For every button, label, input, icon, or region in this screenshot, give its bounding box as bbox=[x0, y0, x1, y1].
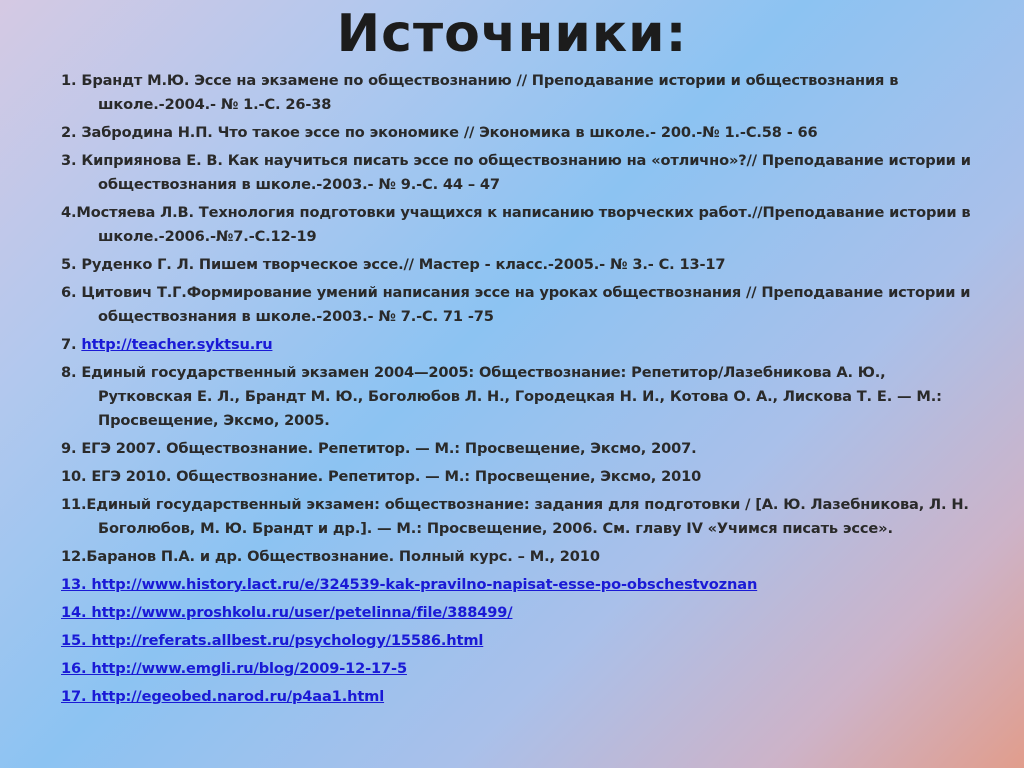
source-number: 5. bbox=[61, 256, 77, 273]
source-item-9 bbox=[61, 437, 981, 461]
source-link[interactable]: 15. http://referats.allbest.ru/psychology/15586.html bbox=[61, 632, 484, 649]
source-item-6 bbox=[61, 281, 981, 329]
source-item-2 bbox=[61, 121, 981, 145]
source-text: ЕГЭ 2010. Обществознание. Репетитор. — М.: Просвещение, Эксмо, 2010 bbox=[91, 468, 702, 485]
page-title: Источники: bbox=[336, 4, 688, 64]
source-text: ЕГЭ 2007. Обществознание. Репетитор. — М.: Просвещение, Эксмо, 2007. bbox=[81, 440, 697, 457]
source-number: 6. bbox=[61, 284, 77, 301]
source-link[interactable]: 14. http://www.proshkolu.ru/user/petelinna/file/388499/ bbox=[61, 604, 513, 621]
source-number: 3. bbox=[61, 152, 77, 169]
source-item-4 bbox=[61, 201, 981, 249]
source-text: Баранов П.А. и др. Обществознание. Полный курс. – М., 2010 bbox=[86, 548, 600, 565]
source-item-15 bbox=[61, 629, 981, 653]
source-number: 4. bbox=[61, 204, 77, 221]
source-link[interactable]: http://teacher.syktsu.ru bbox=[81, 336, 273, 353]
source-item-12 bbox=[61, 545, 981, 569]
source-item-7 bbox=[61, 333, 981, 357]
source-item-1 bbox=[61, 69, 981, 117]
source-text: Цитович Т.Г.Формирование умений написания эссе на уроках обществознания // Преподавание истории и обществознания в школе.-2003.- № 7.-С. 71 -75 bbox=[81, 284, 971, 325]
source-number: 12. bbox=[61, 548, 87, 565]
source-number: 2. bbox=[61, 124, 77, 141]
source-item-8 bbox=[61, 361, 981, 433]
source-text: Киприянова Е. В. Как научиться писать эссе по обществознанию на «отлично»?// Преподавание истории и обществознания в школе.-2003.- № 9.-С. 44 – 47 bbox=[81, 152, 971, 193]
source-text: Единый государственный экзамен: обществознание: задания для подготовки / [А. Ю. Лазебникова, Л. Н. Боголюбов, М. Ю. Брандт и др.]. — М.: Просвещение, 2006. См. главу IV «Учимся писать эссе». bbox=[86, 496, 969, 537]
source-number: 7. bbox=[61, 336, 77, 353]
source-link[interactable]: 13. http://www.history.lact.ru/e/324539-kak-pravilno-napisat-esse-po-obschestvoznan bbox=[61, 576, 758, 593]
sources-list bbox=[61, 69, 981, 713]
source-text: Руденко Г. Л. Пишем творческое эссе.// Мастер - класс.-2005.- № 3.- С. 13-17 bbox=[81, 256, 726, 273]
source-text: Единый государственный экзамен 2004—2005: Обществознание: Репетитор/Лазебникова А. Ю., Рутковская Е. Л., Брандт М. Ю., Боголюбов Л. Н., Городецкая Н. И., Котова О. А., Лискова Т. Е. — М.: Просвещение, Эксмо, 2005. bbox=[81, 364, 942, 429]
source-number: 10. bbox=[61, 468, 87, 485]
source-link[interactable]: 16. http://www.emgli.ru/blog/2009-12-17-5 bbox=[61, 660, 407, 677]
source-item-17 bbox=[61, 685, 981, 709]
source-item-5 bbox=[61, 253, 981, 277]
source-number: 8. bbox=[61, 364, 77, 381]
source-text: Забродина Н.П. Что такое эссе по экономике // Экономика в школе.- 200.-№ 1.-С.58 - 66 bbox=[81, 124, 818, 141]
source-item-14 bbox=[61, 601, 981, 625]
source-link[interactable]: 17. http://egeobed.narod.ru/p4aa1.html bbox=[61, 688, 385, 705]
source-number: 9. bbox=[61, 440, 77, 457]
source-item-10 bbox=[61, 465, 981, 489]
source-number: 1. bbox=[61, 72, 77, 89]
source-text: Брандт М.Ю. Эссе на экзамене по обществознанию // Преподавание истории и обществознания в школе.-2004.- № 1.-С. 26-38 bbox=[81, 72, 899, 113]
source-number: 11. bbox=[61, 496, 87, 513]
source-item-16 bbox=[61, 657, 981, 681]
source-item-13 bbox=[61, 573, 981, 597]
source-text: Мостяева Л.В. Технология подготовки учащихся к написанию творческих работ.//Преподавание истории в школе.-2006.-№7.-С.12-19 bbox=[76, 204, 971, 245]
source-item-11 bbox=[61, 493, 981, 541]
source-item-3 bbox=[61, 149, 981, 197]
